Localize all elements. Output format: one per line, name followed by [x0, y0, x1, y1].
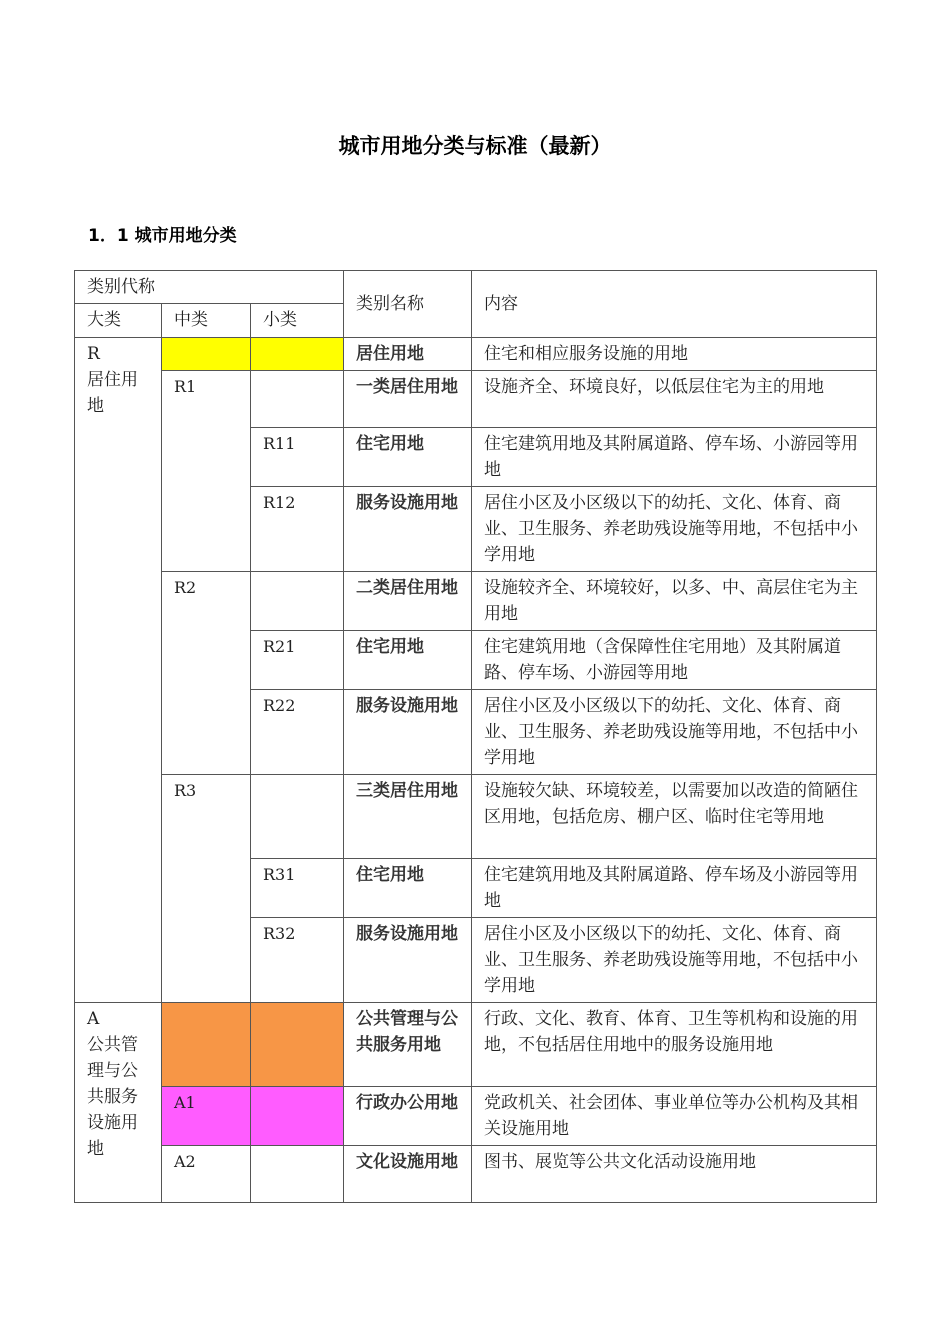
land-use-table [74, 270, 877, 1203]
document-title: 城市用地分类与标准（最新） [338, 134, 612, 158]
category-name: 住宅用地 [344, 428, 472, 487]
major-category-cell [75, 1003, 162, 1203]
table-row [75, 371, 877, 428]
header-name: 类别名称 [344, 271, 472, 338]
category-name: 服务设施用地 [344, 918, 472, 1003]
table-row [75, 338, 877, 371]
medium-code: R1 [162, 371, 251, 572]
minor-code [251, 775, 344, 859]
header-content: 内容 [472, 271, 877, 338]
category-content: 住宅和相应服务设施的用地 [472, 338, 877, 371]
category-name: 服务设施用地 [344, 690, 472, 775]
category-content: 图书、展览等公共文化活动设施用地 [472, 1146, 877, 1203]
medium-code: R3 [162, 775, 251, 1003]
category-name: 一类居住用地 [344, 371, 472, 428]
minor-code [251, 371, 344, 428]
table-row [75, 572, 877, 631]
category-name: 住宅用地 [344, 859, 472, 918]
category-name: 居住用地 [344, 338, 472, 371]
medium-code: R2 [162, 572, 251, 775]
minor-code: R22 [251, 690, 344, 775]
category-content: 住宅建筑用地及其附属道路、停车场及小游园等用地 [472, 859, 877, 918]
medium-code: A2 [162, 1146, 251, 1203]
minor-code: R11 [251, 428, 344, 487]
minor-code [251, 1146, 344, 1203]
major-code: A [87, 1009, 100, 1029]
category-content: 设施较欠缺、环境较差，以需要加以改造的简陋住区用地，包括危房、棚户区、临时住宅等用地 [472, 775, 877, 859]
category-name: 三类居住用地 [344, 775, 472, 859]
major-name: 居住用地 [87, 370, 138, 416]
category-content: 设施齐全、环境良好，以低层住宅为主的用地 [472, 371, 877, 428]
category-content: 居住小区及小区级以下的幼托、文化、体育、商业、卫生服务、养老助残设施等用地，不包括中小学用地 [472, 487, 877, 572]
section-heading: 1．1 城市用地分类 [88, 226, 237, 246]
table-row [75, 1146, 877, 1203]
category-content: 居住小区及小区级以下的幼托、文化、体育、商业、卫生服务、养老助残设施等用地，不包括中小学用地 [472, 690, 877, 775]
minor-code [251, 1003, 344, 1087]
minor-code [251, 572, 344, 631]
medium-code: A1 [162, 1087, 251, 1146]
category-name: 文化设施用地 [344, 1146, 472, 1203]
category-content: 住宅建筑用地（含保障性住宅用地）及其附属道路、停车场、小游园等用地 [472, 631, 877, 690]
minor-code: R32 [251, 918, 344, 1003]
major-code: R [87, 344, 100, 364]
header-code-group: 类别代称 [75, 271, 344, 304]
category-name: 服务设施用地 [344, 487, 472, 572]
minor-code: R12 [251, 487, 344, 572]
category-content: 住宅建筑用地及其附属道路、停车场、小游园等用地 [472, 428, 877, 487]
table-row [75, 1003, 877, 1087]
minor-code [251, 338, 344, 371]
category-content: 居住小区及小区级以下的幼托、文化、体育、商业、卫生服务、养老助残设施等用地，不包括中小学用地 [472, 918, 877, 1003]
medium-code [162, 1003, 251, 1087]
table-row [75, 1087, 877, 1146]
header-row [75, 271, 877, 304]
minor-code: R21 [251, 631, 344, 690]
minor-code [251, 1087, 344, 1146]
category-name: 住宅用地 [344, 631, 472, 690]
category-name: 公共管理与公共服务用地 [344, 1003, 472, 1087]
medium-code [162, 338, 251, 371]
minor-code: R31 [251, 859, 344, 918]
table-row [75, 775, 877, 859]
category-name: 二类居住用地 [344, 572, 472, 631]
category-content: 党政机关、社会团体、事业单位等办公机构及其相关设施用地 [472, 1087, 877, 1146]
category-name: 行政办公用地 [344, 1087, 472, 1146]
header-minor: 小类 [251, 304, 344, 338]
major-category-cell [75, 338, 162, 1003]
category-content: 设施较齐全、环境较好，以多、中、高层住宅为主用地 [472, 572, 877, 631]
category-content: 行政、文化、教育、体育、卫生等机构和设施的用地，不包括居住用地中的服务设施用地 [472, 1003, 877, 1087]
header-medium: 中类 [162, 304, 251, 338]
major-name: 公共管理与公共服务设施用地 [87, 1035, 138, 1159]
header-major: 大类 [75, 304, 162, 338]
